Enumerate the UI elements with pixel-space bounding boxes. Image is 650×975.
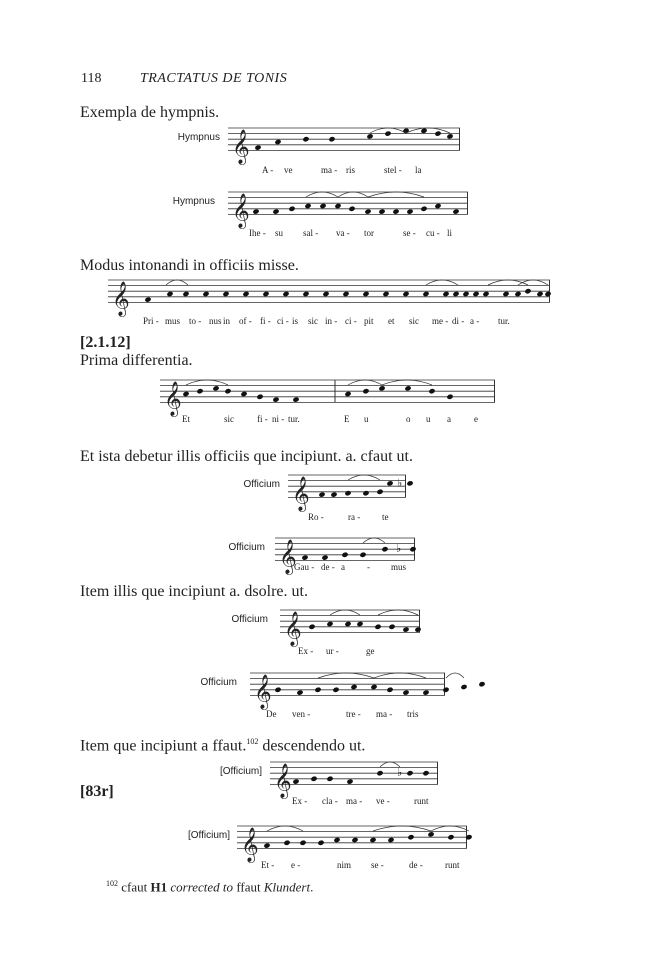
footnote: $^{102}$ cfaut H1 corrected to ffaut Klundert.	[106, 879, 314, 895]
note-head	[272, 208, 279, 214]
lyric-syllable: de -	[321, 562, 335, 572]
note-head	[344, 621, 351, 627]
lyric-syllable: ma -	[321, 165, 338, 175]
lyric-syllable: te	[382, 512, 389, 522]
slur	[426, 280, 458, 285]
paragraph-ffaut: Item que incipiunt a ffaut.$^{102}$ descendendo ut.	[80, 737, 366, 755]
note-head	[242, 291, 249, 297]
note-head	[442, 687, 449, 693]
lyric-syllable: Ex -	[292, 796, 308, 806]
note-head	[326, 776, 333, 782]
example-label: Hympnus	[177, 132, 220, 143]
note-head	[366, 133, 373, 139]
note-head	[374, 624, 381, 630]
lyric-syllable: tris	[407, 709, 419, 719]
note-head	[182, 291, 189, 297]
lyric-syllable: ma -	[376, 709, 393, 719]
note-head	[196, 388, 203, 394]
note-head	[356, 621, 363, 627]
note-head	[302, 291, 309, 297]
note-head	[387, 837, 394, 843]
note-head	[409, 546, 416, 552]
note-head	[370, 684, 377, 690]
lyric-syllable: su	[275, 228, 284, 238]
note-head	[388, 624, 395, 630]
lyric-syllable: li	[447, 228, 453, 238]
note-head	[482, 291, 489, 297]
lyric-syllable: tur.	[498, 316, 510, 326]
note-head	[404, 385, 411, 391]
lyric-syllable: to -	[189, 316, 202, 326]
lyric-syllable: se -	[403, 228, 416, 238]
lyric-syllable: -	[367, 562, 370, 572]
lyric-syllable: fi -	[260, 316, 271, 326]
note-head	[274, 139, 281, 145]
slur	[348, 380, 382, 385]
slur	[330, 610, 360, 615]
note-head	[514, 291, 521, 297]
paragraph-cfaut: Et ista debetur illis officiis que incipiunt. a. cfaut ut.	[80, 448, 413, 465]
note-head	[422, 689, 429, 695]
lyric-syllable: la	[415, 165, 422, 175]
running-title: TRACTATUS DE TONIS	[140, 71, 288, 86]
slur	[518, 280, 548, 285]
lyric-syllable: De	[266, 709, 277, 719]
lyric-syllable: a -	[470, 316, 480, 326]
lyric-syllable: et	[388, 316, 395, 326]
lyric-syllable: cla -	[322, 796, 338, 806]
paragraph-hymn-examples: Exempla de hympnis.	[80, 104, 220, 121]
lyric-syllable: u	[426, 414, 431, 424]
lyric-syllable: Et -	[261, 860, 275, 870]
lyric-syllable: Ro -	[308, 512, 324, 522]
note-head	[346, 778, 353, 784]
slur	[267, 826, 303, 831]
note-head	[302, 136, 309, 142]
treble-clef-icon: 𝄞	[232, 129, 250, 165]
slur	[363, 538, 385, 543]
note-head	[502, 291, 509, 297]
note-head	[384, 130, 391, 136]
note-head	[472, 291, 479, 297]
lyric-syllable: ci -	[277, 316, 289, 326]
note-head	[350, 684, 357, 690]
lyric-syllable: in -	[325, 316, 338, 326]
lyric-syllable: ur -	[326, 646, 339, 656]
lyric-syllable: mus	[391, 562, 407, 572]
note-head	[362, 291, 369, 297]
note-head	[378, 385, 385, 391]
lyric-syllable: E	[344, 414, 350, 424]
slur	[318, 673, 374, 678]
note-head	[212, 385, 219, 391]
note-head	[240, 391, 247, 397]
note-head	[406, 208, 413, 214]
note-head	[402, 626, 409, 632]
section-number: [2.1.12]	[80, 334, 131, 351]
note-head	[292, 778, 299, 784]
paragraph-dsolre: Item illis que incipiunt a. dsolre. ut.	[80, 583, 308, 600]
treble-clef-icon: 𝄞	[292, 476, 310, 512]
note-head	[447, 834, 454, 840]
lyric-syllable: ris	[346, 165, 355, 175]
note-head	[460, 684, 467, 690]
music-staff	[108, 274, 550, 320]
note-head	[296, 689, 303, 695]
lyric-syllable: Et	[182, 414, 190, 424]
note-head	[406, 480, 413, 486]
example-label: [Officium]	[219, 766, 262, 777]
note-head	[376, 770, 383, 776]
note-head	[378, 208, 385, 214]
lyric-syllable: of -	[239, 316, 252, 326]
note-head	[386, 687, 393, 693]
note-head	[182, 391, 189, 397]
music-staff	[280, 604, 420, 650]
note-head	[544, 291, 551, 297]
note-head	[427, 831, 434, 837]
slur	[406, 128, 450, 133]
lyric-syllable: sic	[224, 414, 234, 424]
note-head	[422, 291, 429, 297]
note-head	[322, 291, 329, 297]
lyric-syllable: Gau -	[294, 562, 315, 572]
paragraph-first-differentia: Prima differentia.	[80, 352, 193, 369]
lyric-syllable: mus	[165, 316, 181, 326]
note-head	[262, 291, 269, 297]
note-head	[344, 490, 351, 496]
note-head	[224, 388, 231, 394]
note-head	[263, 842, 270, 848]
lyric-syllable: pit	[364, 316, 374, 326]
slur	[348, 475, 380, 480]
lyric-syllable: se -	[371, 860, 384, 870]
note-head	[348, 206, 355, 212]
note-head	[402, 291, 409, 297]
footnote-number: 102	[106, 879, 118, 888]
lyric-syllable: cu -	[426, 228, 440, 238]
lyric-syllable: nim	[337, 860, 352, 870]
lyric-syllable: nus	[209, 316, 222, 326]
note-head	[342, 291, 349, 297]
example-label: [Officium]	[187, 830, 230, 841]
slur	[338, 192, 368, 197]
lyric-syllable: e -	[291, 860, 301, 870]
note-head	[381, 546, 388, 552]
note-head	[359, 552, 366, 558]
note-head	[392, 208, 399, 214]
note-head	[434, 203, 441, 209]
music-staff	[228, 186, 468, 232]
note-head	[478, 681, 485, 687]
note-head	[446, 394, 453, 400]
lyric-syllable: ra -	[348, 512, 361, 522]
treble-clef-icon: 𝄞	[241, 827, 259, 863]
note-head	[299, 840, 306, 846]
note-head	[332, 687, 339, 693]
example-label: Officium	[228, 542, 265, 553]
treble-clef-icon: 𝄞	[232, 193, 250, 229]
lyric-syllable: ni -	[272, 414, 285, 424]
lyric-syllable: A -	[262, 165, 274, 175]
note-head	[283, 840, 290, 846]
paragraph-mass-intonation: Modus intonandi in officiis misse.	[80, 257, 299, 274]
music-staff	[228, 122, 460, 168]
flat-sign-icon: ♭	[396, 542, 402, 556]
note-head	[362, 388, 369, 394]
note-head	[402, 689, 409, 695]
lyric-syllable: tor	[364, 228, 374, 238]
note-head	[282, 291, 289, 297]
note-head	[407, 834, 414, 840]
folio-marker: [83r]	[80, 783, 114, 800]
note-head	[304, 203, 311, 209]
note-head	[310, 776, 317, 782]
lyric-syllable: ci -	[345, 316, 357, 326]
lyric-syllable: ge	[366, 646, 375, 656]
lyric-syllable: e	[474, 414, 478, 424]
lyric-syllable: de -	[409, 860, 423, 870]
note-head	[462, 291, 469, 297]
note-head	[301, 554, 308, 560]
footnote-reference: 102	[246, 737, 259, 746]
note-head	[386, 480, 393, 486]
note-head	[420, 206, 427, 212]
note-head	[166, 291, 173, 297]
lyric-syllable: runt	[414, 796, 429, 806]
lyric-syllable: stel -	[384, 165, 402, 175]
note-head	[333, 837, 340, 843]
lyric-syllable: o	[406, 414, 411, 424]
lyric-syllable: tre -	[346, 709, 361, 719]
slur	[446, 673, 464, 678]
treble-clef-icon: 𝄞	[284, 611, 302, 647]
lyric-syllable: sic	[308, 316, 318, 326]
note-head	[442, 291, 449, 297]
slur	[374, 673, 426, 678]
note-head	[341, 552, 348, 558]
slur	[186, 380, 228, 385]
page-number: 118	[81, 71, 102, 86]
lyric-syllable: ma -	[346, 796, 363, 806]
lyric-syllable: Ex -	[298, 646, 314, 656]
lyric-syllable: Pri -	[143, 316, 159, 326]
slur	[306, 192, 338, 197]
note-head	[222, 291, 229, 297]
note-head	[254, 144, 261, 150]
lyric-syllable: di -	[452, 316, 465, 326]
note-head	[376, 489, 383, 495]
note-head	[328, 136, 335, 142]
note-head	[330, 491, 337, 497]
treble-clef-icon: 𝄞	[164, 381, 182, 417]
lyric-syllable: sal -	[303, 228, 319, 238]
lyric-syllable: u	[364, 414, 369, 424]
note-head	[314, 687, 321, 693]
note-head	[319, 203, 326, 209]
note-head	[446, 133, 453, 139]
slur	[373, 826, 431, 831]
lyric-syllable: fi -	[257, 414, 268, 424]
note-head	[382, 291, 389, 297]
lyric-syllable: Ihe -	[249, 228, 266, 238]
lyric-syllable: me -	[432, 316, 449, 326]
lyric-syllable: is	[292, 316, 299, 326]
note-head	[362, 490, 369, 496]
note-head	[422, 770, 429, 776]
lyric-syllable: runt	[445, 860, 460, 870]
note-head	[256, 394, 263, 400]
note-head	[334, 203, 341, 209]
lyric-syllable: a	[447, 414, 451, 424]
lyric-syllable: ve	[284, 165, 293, 175]
lyric-syllable: ven -	[292, 709, 311, 719]
example-label: Officium	[243, 479, 280, 490]
note-head	[308, 624, 315, 630]
slur	[166, 280, 188, 285]
lyric-syllable: a	[341, 562, 345, 572]
note-head	[402, 128, 409, 134]
treble-clef-icon: 𝄞	[254, 674, 272, 710]
note-head	[364, 208, 371, 214]
slur	[382, 380, 432, 385]
treble-clef-icon: 𝄞	[274, 763, 292, 799]
lyric-syllable: va -	[336, 228, 350, 238]
flat-sign-icon: ♭	[397, 476, 403, 490]
note-head	[288, 206, 295, 212]
note-head	[144, 296, 151, 302]
note-head	[252, 208, 259, 214]
music-staff	[160, 374, 495, 420]
note-head	[274, 687, 281, 693]
flat-sign-icon: ♭	[397, 766, 403, 780]
note-head	[326, 621, 333, 627]
example-label: Officium	[231, 614, 268, 625]
lyric-syllable: sic	[409, 316, 419, 326]
note-head	[344, 391, 351, 397]
note-head	[292, 396, 299, 402]
note-head	[428, 388, 435, 394]
lyric-syllable: in	[223, 316, 231, 326]
note-head	[524, 288, 531, 294]
note-head	[406, 770, 413, 776]
note-head	[434, 130, 441, 136]
music-staff	[250, 667, 445, 713]
note-head	[452, 291, 459, 297]
note-head	[536, 291, 543, 297]
treble-clef-icon: 𝄞	[279, 539, 297, 575]
note-head	[318, 491, 325, 497]
slur	[431, 826, 469, 831]
note-head	[272, 396, 279, 402]
music-staff	[288, 469, 406, 515]
example-label: Officium	[200, 677, 237, 688]
note-head	[369, 837, 376, 843]
note-head	[202, 291, 209, 297]
note-head	[317, 840, 324, 846]
lyric-syllable: ve -	[376, 796, 390, 806]
slur	[378, 610, 418, 615]
note-head	[414, 626, 421, 632]
example-label: Hympnus	[172, 196, 215, 207]
note-head	[321, 554, 328, 560]
note-head	[452, 208, 459, 214]
lyric-syllable: tur.	[288, 414, 300, 424]
treble-clef-icon: 𝄞	[112, 281, 130, 317]
slur	[368, 192, 424, 197]
note-head	[351, 837, 358, 843]
